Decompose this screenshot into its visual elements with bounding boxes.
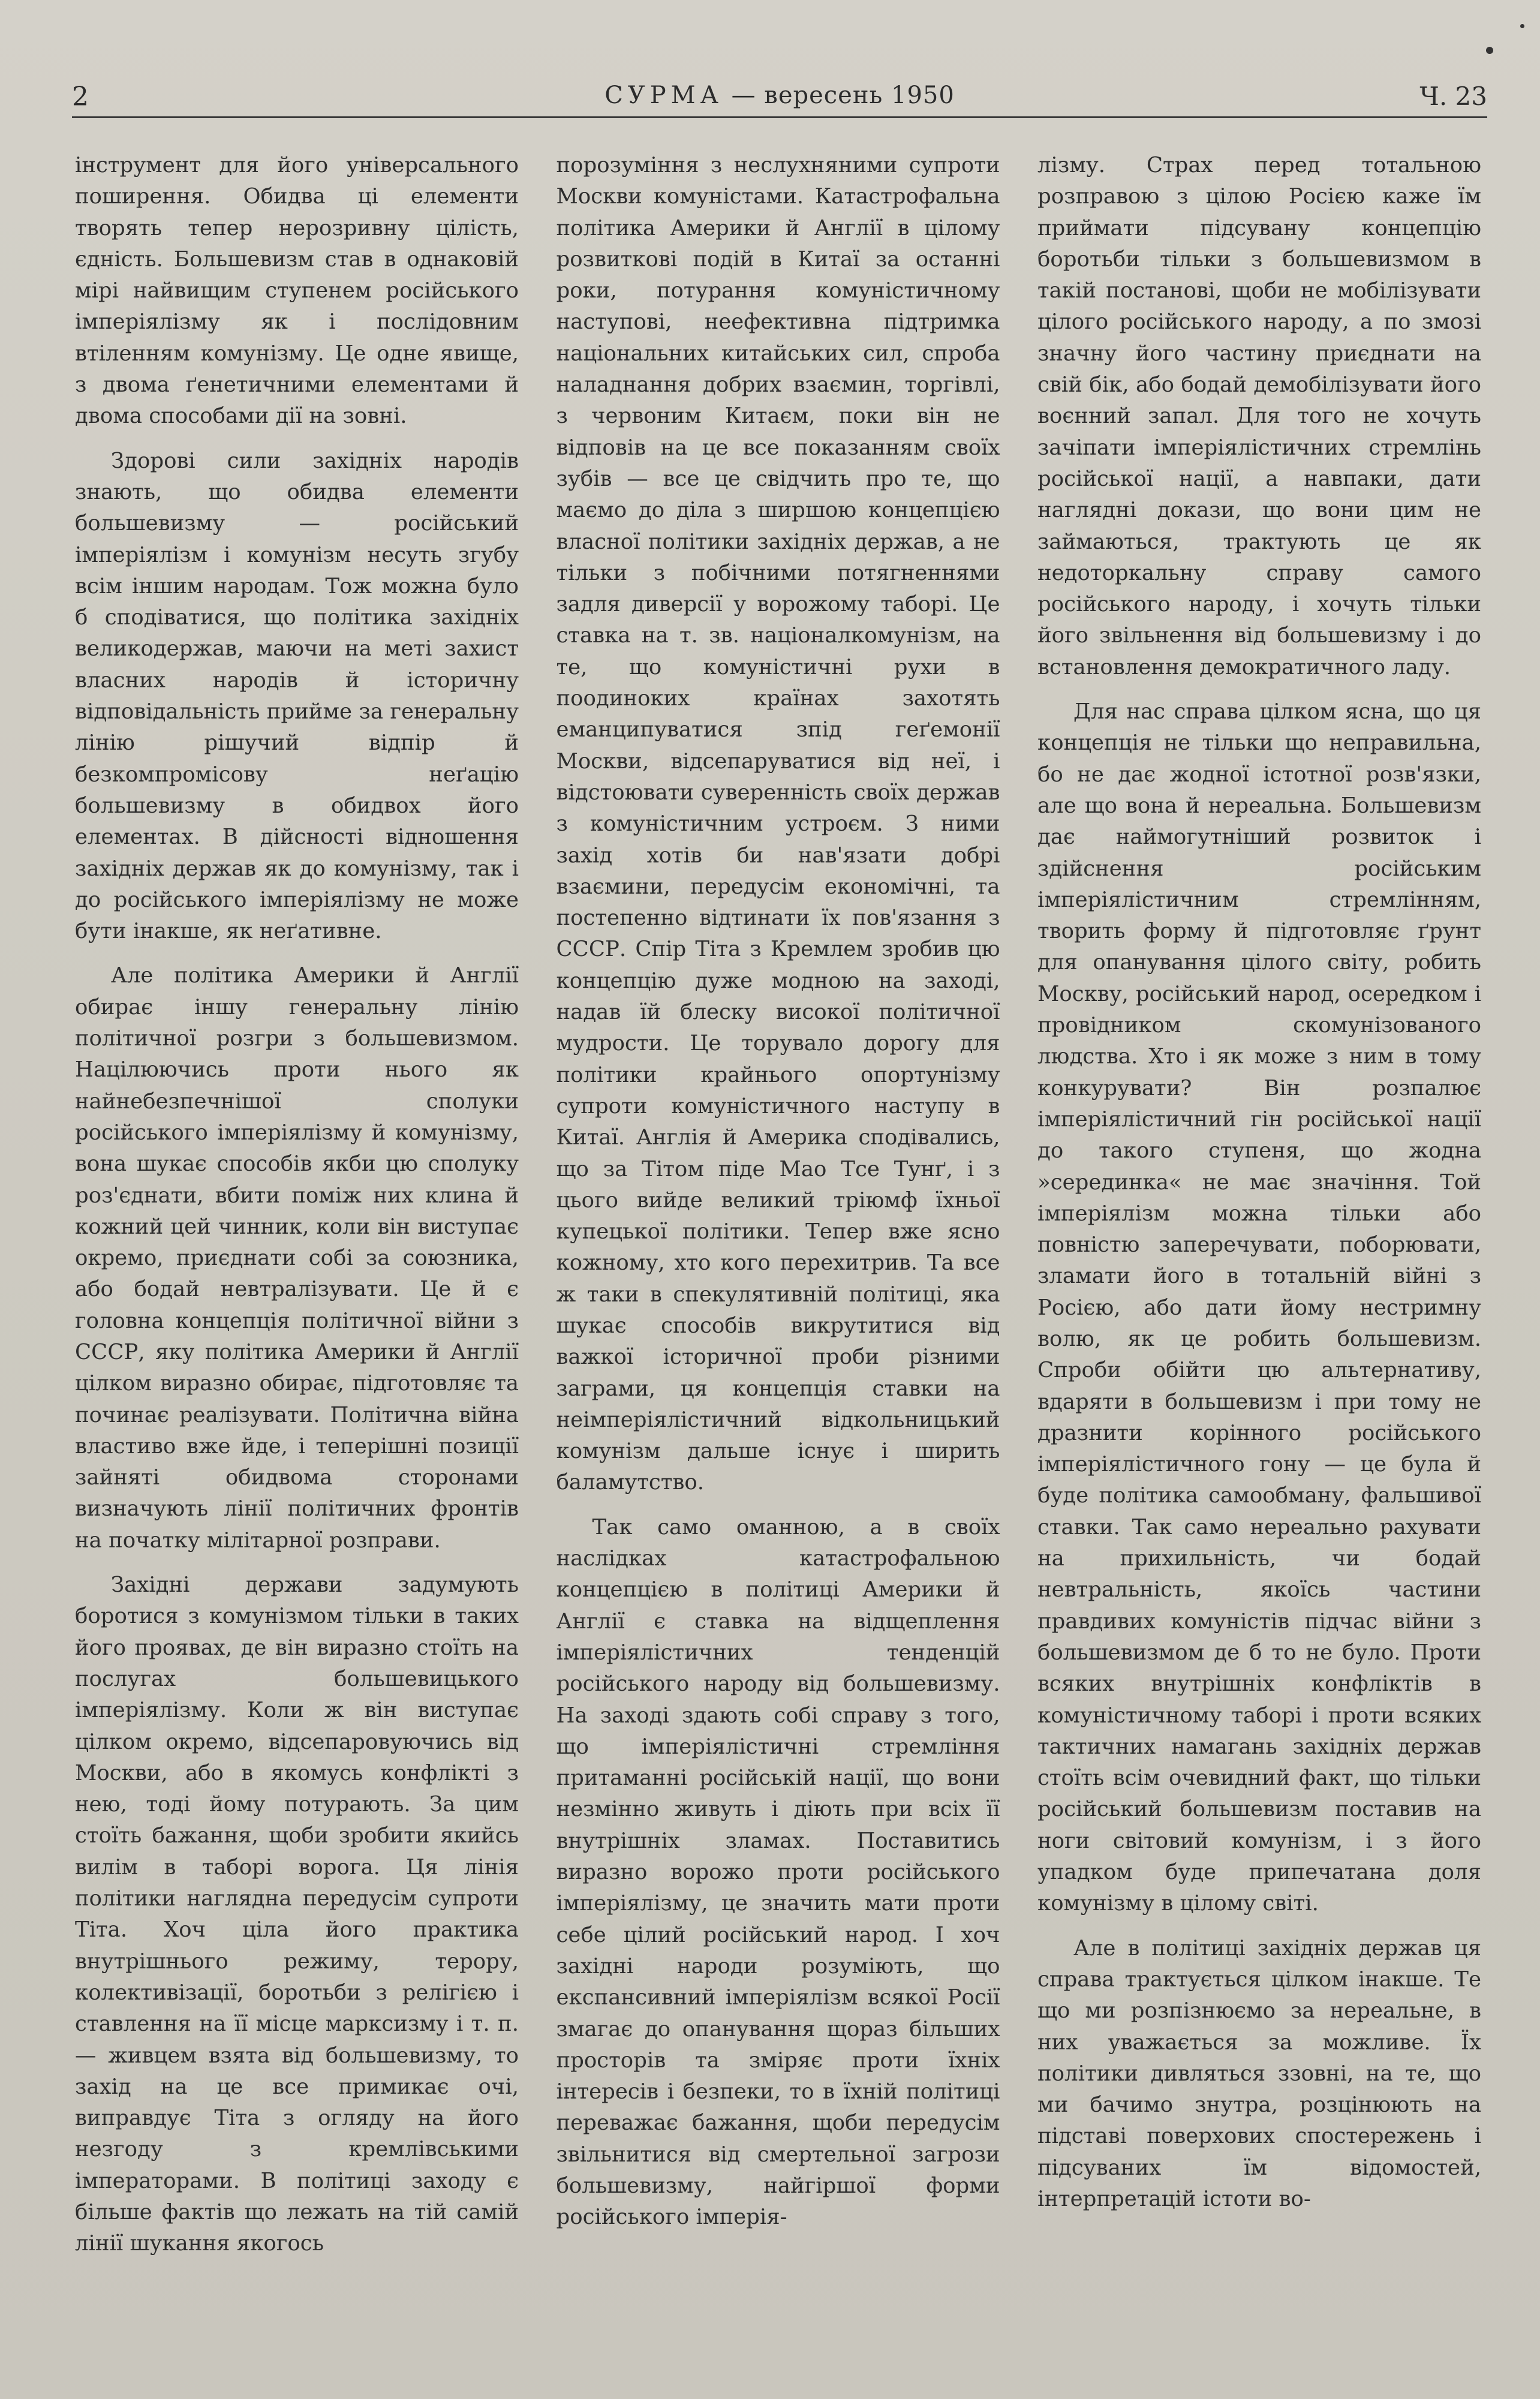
column-1 [75, 150, 519, 2369]
column-1-paragraph-4: Західні держави задумують боротися з комунізмом тільки в таких його проявах, де він виразно стоїть на послугах большевицького імперіялізму. Коли ж він виступає цілком окремо, відсепаровуючись від Москви, або в якомусь конфлікті з нею, тоді йому потурають. За цим стоїть бажання, щоби зробити якийсь вилім в таборі ворога. Ця лінія політики наглядна передусім супроти Тіта. Хоч ціла його практика внутрішнього режиму, терору, колективізації, боротьби з релігією і ставлення на її місце марксизму і т. п. — живцем взята від большевизму, то захід на це все примикає очі, виправдує Тіта з огляду на його незгоду з кремлівськими імператорами. В політиці заходу є більше фактів що лежать на тій самій лінії шукання якогось [75, 1573, 519, 2256]
column-3-paragraph-3: Але в політиці західніх держав ця справа трактується цілком інакше. Те що ми розпізнюємо за нереальне, в них уважається за можливе. Їх політики дивляться ззовні, на те, що ми бачимо знутра, розцінюють на підставі поверхових спостережень і підсуваних їм відомостей, інтерпретацій істоти во- [1037, 1935, 1481, 2211]
column-1-paragraph-3: Але політика Америки й Англії обирає іншу генеральну лінію політичної розгри з большевизмом. Націлюючись проти нього як найнебезпечнішої сполуки російського імперіялізму й комунізму, вона шукає способів якби цю сполуку роз'єднати, вбити поміж них клина й кожний цей чинник, коли він виступає окремо, приєднати собі за союзника, або бодай невтралізувати. Це й є головна концепція політичної війни з СССР, яку політика Америки й Англії цілком виразно обирає, підготовляє та починає реалізувати. Політична війна властиво вже йде, і теперішні позиції зайняті обидвома сторонами визначують лінії політичних фронтів на початку мілітарної розправи. [75, 963, 519, 1553]
page-number: 2 [72, 82, 89, 112]
print-speck [1486, 47, 1493, 54]
column-2-paragraph-2: Так само оманною, а в своїх наслідках катастрофальною концепцією в політиці Америки й Англії є ставка на відщеплення імперіялістичних тенденцій російського народу від большевизму. На заході здають собі справу з того, що імперіялістичні стремління притаманні російській нації, що вони незмінно живуть і діють при всіх її внутрішніх зламах. Поставитись виразно ворожо проти російського імперіялізму, це значить мати проти себе цілий російський народ. І хоч західні народи розуміють, що експансивний імперіялізм всякої Росії змагає до опанування щораз більших просторів та зміряє проти їхніх інтересів і безпеки, то в їхній політиці переважає бажання, щоби передусім звільнитися від смертельної загрози большевизму, найгіршої форми російського імперія- [556, 1514, 1000, 2230]
column-3-paragraph-2: Для нас справа цілком ясна, що ця концепція не тільки що неправильна, бо не дає жодної істотної розв'язки, але що вона й нереальна. Большевизм дає наймогутніший розвиток і здійснення російським імперіялістичним стремлінням, творить форму й підготовляє ґрунт для опанування цілого світу, робить Москву, російський народ, осередком і провідником скомунізованого людства. Хто і як може з ним в тому конкурувати? Він розпалює імперіялістичний гін російської нації до такого ступеня, що жодна »серединка« не має значіння. Той імперіялізм можна тільки або повністю заперечувати, поборювати, зламати його в тотальній війні з Росією, або дати йому нестримну волю, як це робить большевизм. Спроби обійти цю альтернативу, вдаряти в большевизм і при тому не дразнити корінного російського імперіялістичного гону — це була й буде політика самообману, фальшивої ставки. Так само нереально рахувати на прихильність, чи бодай невтральність, якоїсь частини правдивих комуністів підчас війни з большевизмом де б то не було. Проти всяких внутрішніх конфліктів в комуністичному таборі і проти всяких тактичних намагань західніх держав стоїть всім очевидний факт, що тільки російський большевизм поставив на ноги світовий комунізм, і з його упадком буде припечатана доля комунізму в цілому світі. [1037, 699, 1481, 1916]
column-1-paragraph-1: інструмент для його універсального поширення. Обидва ці елементи творять тепер нерозривну цілість, єдність. Большевизм став в однаковій мірі найвищим ступенем російського імперіялізму як і послідовним втіленням комунізму. Це одне явище, з двома ґенетичними елементами й двома способами дії на зовні. [75, 153, 519, 429]
journal-name: СУРМА [604, 82, 723, 109]
column-3-paragraph-1: лізму. Страх перед тотальною розправою з цілою Росією каже їм приймати підсувану концепцію боротьби тільки з большевизмом в такій постанові, щоби не мобілізувати цілого російського народу, а по змозі значну його частину приєднати на свій бік, або бодай демобілізувати його воєнний запал. Для того не хочуть зачіпати імперіялістичних стремлінь російської нації, а навпаки, дати наглядні докази, що вони цим не займаються, трактують це як недоторкальну справу самого російського народу, і хочуть тільки його звільнення від большевизму і до встановлення демократичного ладу. [1037, 153, 1481, 680]
column-1-paragraph-2: Здорові сили західніх народів знають, що обидва елементи большевизму — російський імперіялізм і комунізм несуть згубу всім іншим народам. Тож можна було б сподіватися, що політика західніх великодержав, маючи на меті захист власних народів й історичну відповідальність прийме за генеральну лінію рішучий відпір й безкомпромісову неґацію большевизму в обидвох його елементах. В дійсності відношення західніх держав як до комунізму, так і до російського імперіялізму не може бути інакше, як неґативне. [75, 448, 519, 944]
column-2-paragraph-1: порозуміння з неслухняними супроти Москви комуністами. Катастрофальна політика Америки й Англії в цілому розвиткові подій в Китаї за останні роки, потурання комуністичному наступові, неефективна підтримка національних китайських сил, спроба наладнання добрих взаємин, торгівлі, з червоним Китаєм, поки він не відповів на це все показанням своїх зубів — все це свідчить про те, що маємо до діла з ширшою концепцією власної політики західніх держав, а не тільки з побічними потягненнями задля диверсії у ворожому таборі. Це ставка на т. зв. націоналкомунізм, на те, що комуністичні рухи в поодиноких країнах захотять еманципуватися зпід геґемонії Москви, відсепаруватися від неї, і відстоювати суверенність своїх держав з комуністичним устроєм. З ними захід хотів би нав'язати добрі взаємини, передусім економічні, та постепенно відтинати їх пов'язання з СССР. Спір Тіта з Кремлем зробив цю концепцію дуже модною на заході, надав їй блеску високої політичної мудрости. Це торувало дорогу для політики крайнього опортунізму супроти комуністичного наступу в Китаї. Англія й Америка сподівались, що за Тітом піде Мао Тсе Тунґ, і з цього вийде великий тріюмф їхньої купецької політики. Тепер вже ясно кожному, хто кого перехитрив. Та все ж таки в спекулятивній політиці, яка шукає способів викрутитися від важкої історичної проби різними заграми, ця концепція ставки на неімперіялістичний відкольницький комунізм дальше існує і ширить баламутство. [556, 153, 1000, 1495]
header-rule [72, 116, 1487, 118]
issue-date: — вересень 1950 [723, 82, 955, 109]
column-2 [557, 150, 1000, 2369]
masthead [72, 82, 1487, 109]
article-columns [75, 150, 1481, 2369]
print-speck [1520, 24, 1524, 28]
column-3 [1037, 150, 1481, 2369]
issue-number: Ч. 23 [1419, 82, 1487, 111]
